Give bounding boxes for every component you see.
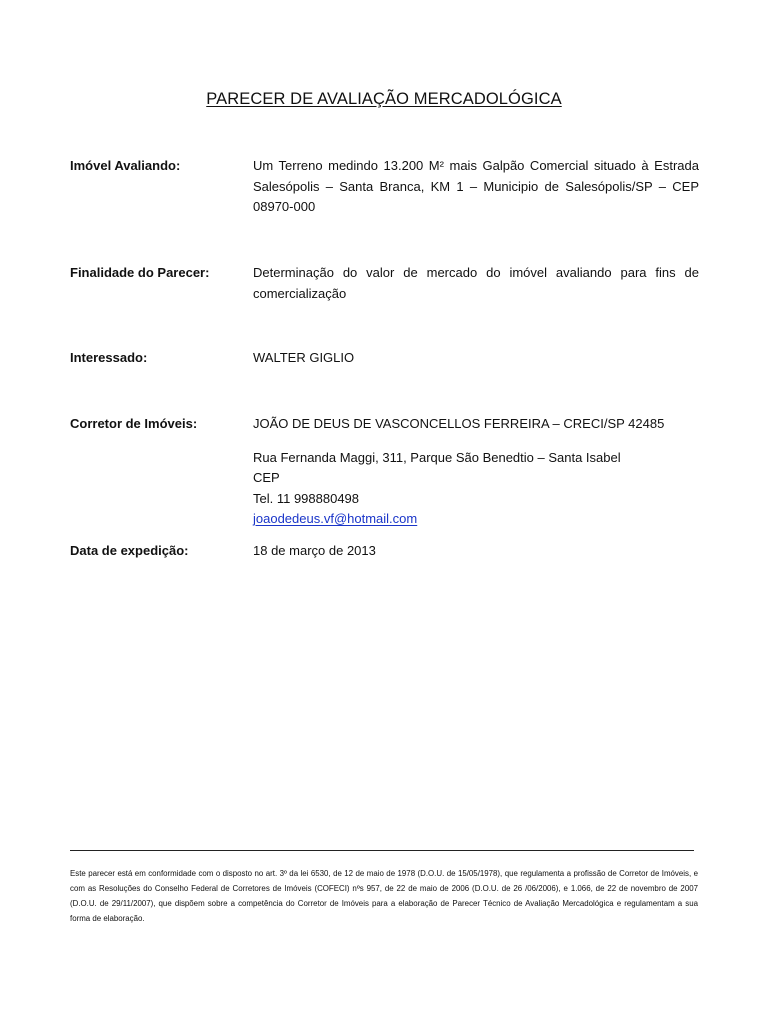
corretor-name: JOÃO DE DEUS DE VASCONCELLOS FERREIRA – CRECI/SP 42485 [253,416,665,431]
field-corretor-label: Corretor de Imóveis: [70,416,198,431]
field-interessado-label: Interessado: [70,350,148,365]
field-corretor-value [253,414,699,530]
field-imovel-label: Imóvel Avaliando: [70,158,181,173]
field-finalidade-value: Determinação do valor de mercado do imóvel avaliando para fins de comercialização [253,265,699,301]
field-data-value: 18 de março de 2013 [253,543,376,558]
field-finalidade-label: Finalidade do Parecer: [70,265,210,280]
field-data-label: Data de expedição: [70,543,189,558]
corretor-email-link[interactable]: joaodedeus.vf@hotmail.com [253,511,418,526]
footer-legal-note: Este parecer está em conformidade com o disposto no art. 3º da lei 6530, de 12 de maio de 1978 (D.O.U. de 15/05/1978), que regulamenta a profissão de Corretor de Imóveis, e com as Resoluções do Conselho Federal de Corretores de Imóveis (COFECI) nºs 957, de 22 de maio de 2006 (D.O.U. de 26 /06/2006), e 1.066, de 22 de novembro de 2007 (D.O.U. de 29/11/2007), que dispõem sobre a competência do Corretor de Imóveis para a elaboração de Parecer Técnico de Avaliação Mercadológica e regulamentam a sua forma de elaboração. [70,869,698,923]
corretor-phone: Tel. 11 998880498 [253,490,360,506]
document-title: PARECER DE AVALIAÇÃO MERCADOLÓGICA [206,90,562,108]
corretor-address: Rua Fernanda Maggi, 311, Parque São Benedtio – Santa Isabel [253,449,621,465]
field-imovel-value: Um Terreno medindo 13.200 M² mais Galpão Comercial situado à Estrada Salesópolis – Santa Branca, KM 1 – Municipio de Salesópolis/SP – CEP 08970-000 [253,158,699,214]
field-interessado-value: WALTER GIGLIO [253,350,355,365]
footer-divider [70,850,694,851]
corretor-cep: CEP [253,470,280,485]
